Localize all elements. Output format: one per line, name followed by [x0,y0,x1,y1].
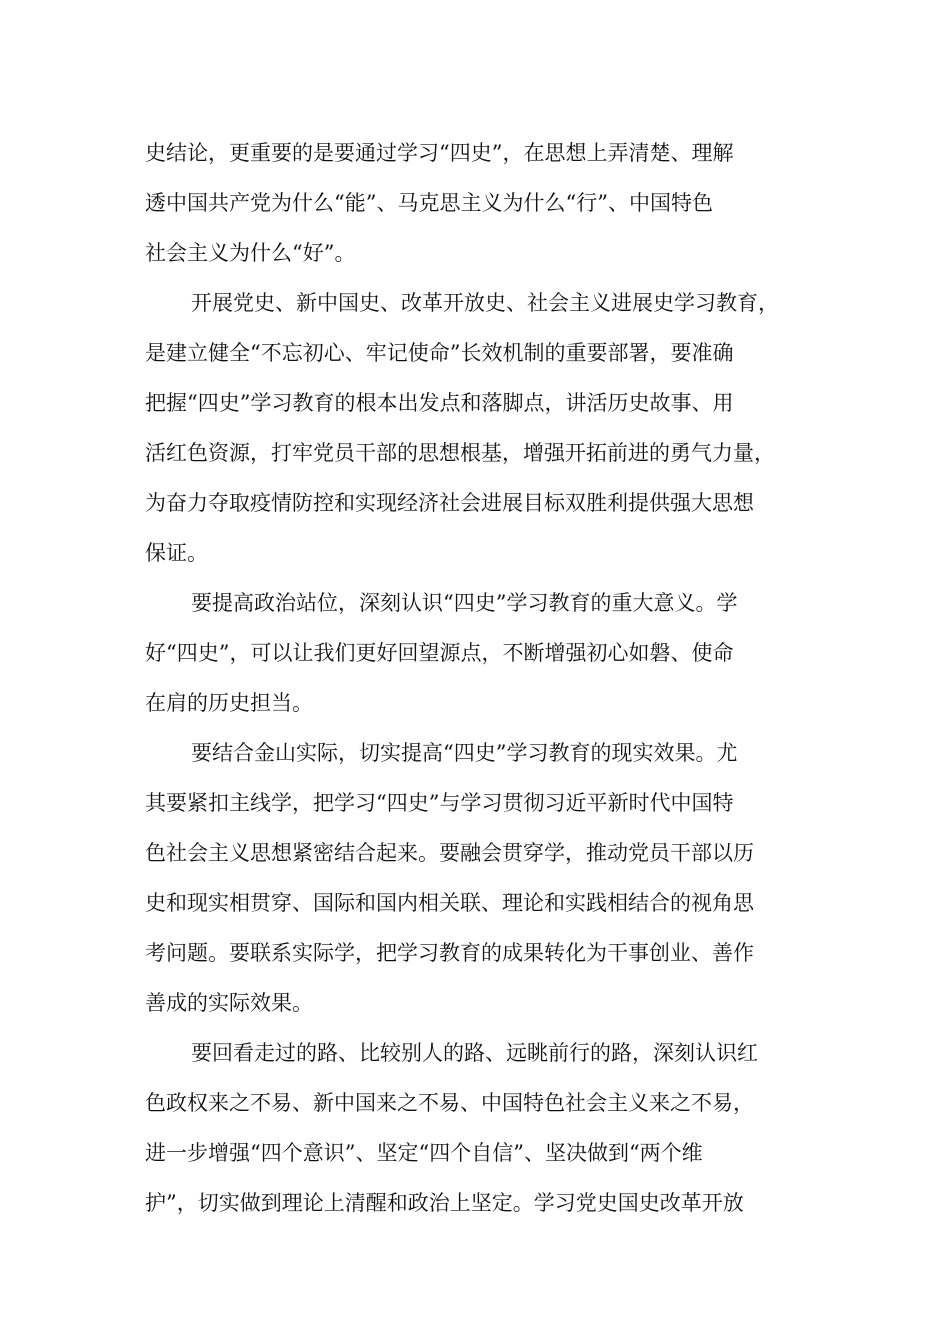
paragraph-5 [145,1028,835,1228]
paragraph-line: 要回看走过的路、比较别人的路、远眺前行的路，深刻认识红 [191,1041,758,1065]
paragraph-1 [145,128,835,278]
paragraph-line: 进一步增强“四个意识”、坚定“四个自信”、坚决做到“两个维 [145,1141,703,1165]
paragraph-line: 活红色资源，打牢党员干部的思想根基，增强开拓前进的勇气力量， [145,441,775,465]
paragraph-line: 把握“四史”学习教育的根本出发点和落脚点，讲活历史故事、用 [145,391,734,415]
paragraph-line: 善成的实际效果。 [145,991,313,1015]
paragraph-4 [145,728,835,1028]
paragraph-line: 保证。 [145,541,208,565]
paragraph-line: 要提高政治站位，深刻认识“四史”学习教育的重大意义。学 [191,591,738,615]
document-body [145,128,835,1228]
paragraph-line: 开展党史、新中国史、改革开放史、社会主义进展史学习教育， [191,291,779,315]
paragraph-line: 考问题。要联系实际学，把学习教育的成果转化为干事创业、善作 [145,941,754,965]
paragraph-line: 史和现实相贯穿、国际和国内相关联、理论和实践相结合的视角思 [145,891,754,915]
paragraph-line: 其要紧扣主线学，把学习“四史”与学习贯彻习近平新时代中国特 [145,791,734,815]
paragraph-line: 社会主义为什么“好”。 [145,241,356,265]
paragraph-line: 为奋力夺取疫情防控和实现经济社会进展目标双胜利提供强大思想 [145,491,754,515]
paragraph-line: 好“四史”，可以让我们更好回望源点，不断增强初心如磐、使命 [145,641,734,665]
paragraph-line: 透中国共产党为什么“能”、马克思主义为什么“行”、中国特色 [145,191,713,215]
paragraph-2 [145,278,835,578]
paragraph-line: 是建立健全“不忘初心、牢记使命”长效机制的重要部署，要准确 [145,341,734,365]
paragraph-line: 护”，切实做到理论上清醒和政治上坚定。学习党史国史改革开放 [145,1191,744,1215]
paragraph-line: 色政权来之不易、新中国来之不易、中国特色社会主义来之不易， [145,1091,754,1115]
paragraph-3 [145,578,835,728]
paragraph-line: 史结论，更重要的是要通过学习“四史”，在思想上弄清楚、理解 [145,141,734,165]
paragraph-line: 在肩的历史担当。 [145,691,313,715]
paragraph-line: 要结合金山实际，切实提高“四史”学习教育的现实效果。尤 [191,741,738,765]
paragraph-line: 色社会主义思想紧密结合起来。要融会贯穿学，推动党员干部以历 [145,841,754,865]
